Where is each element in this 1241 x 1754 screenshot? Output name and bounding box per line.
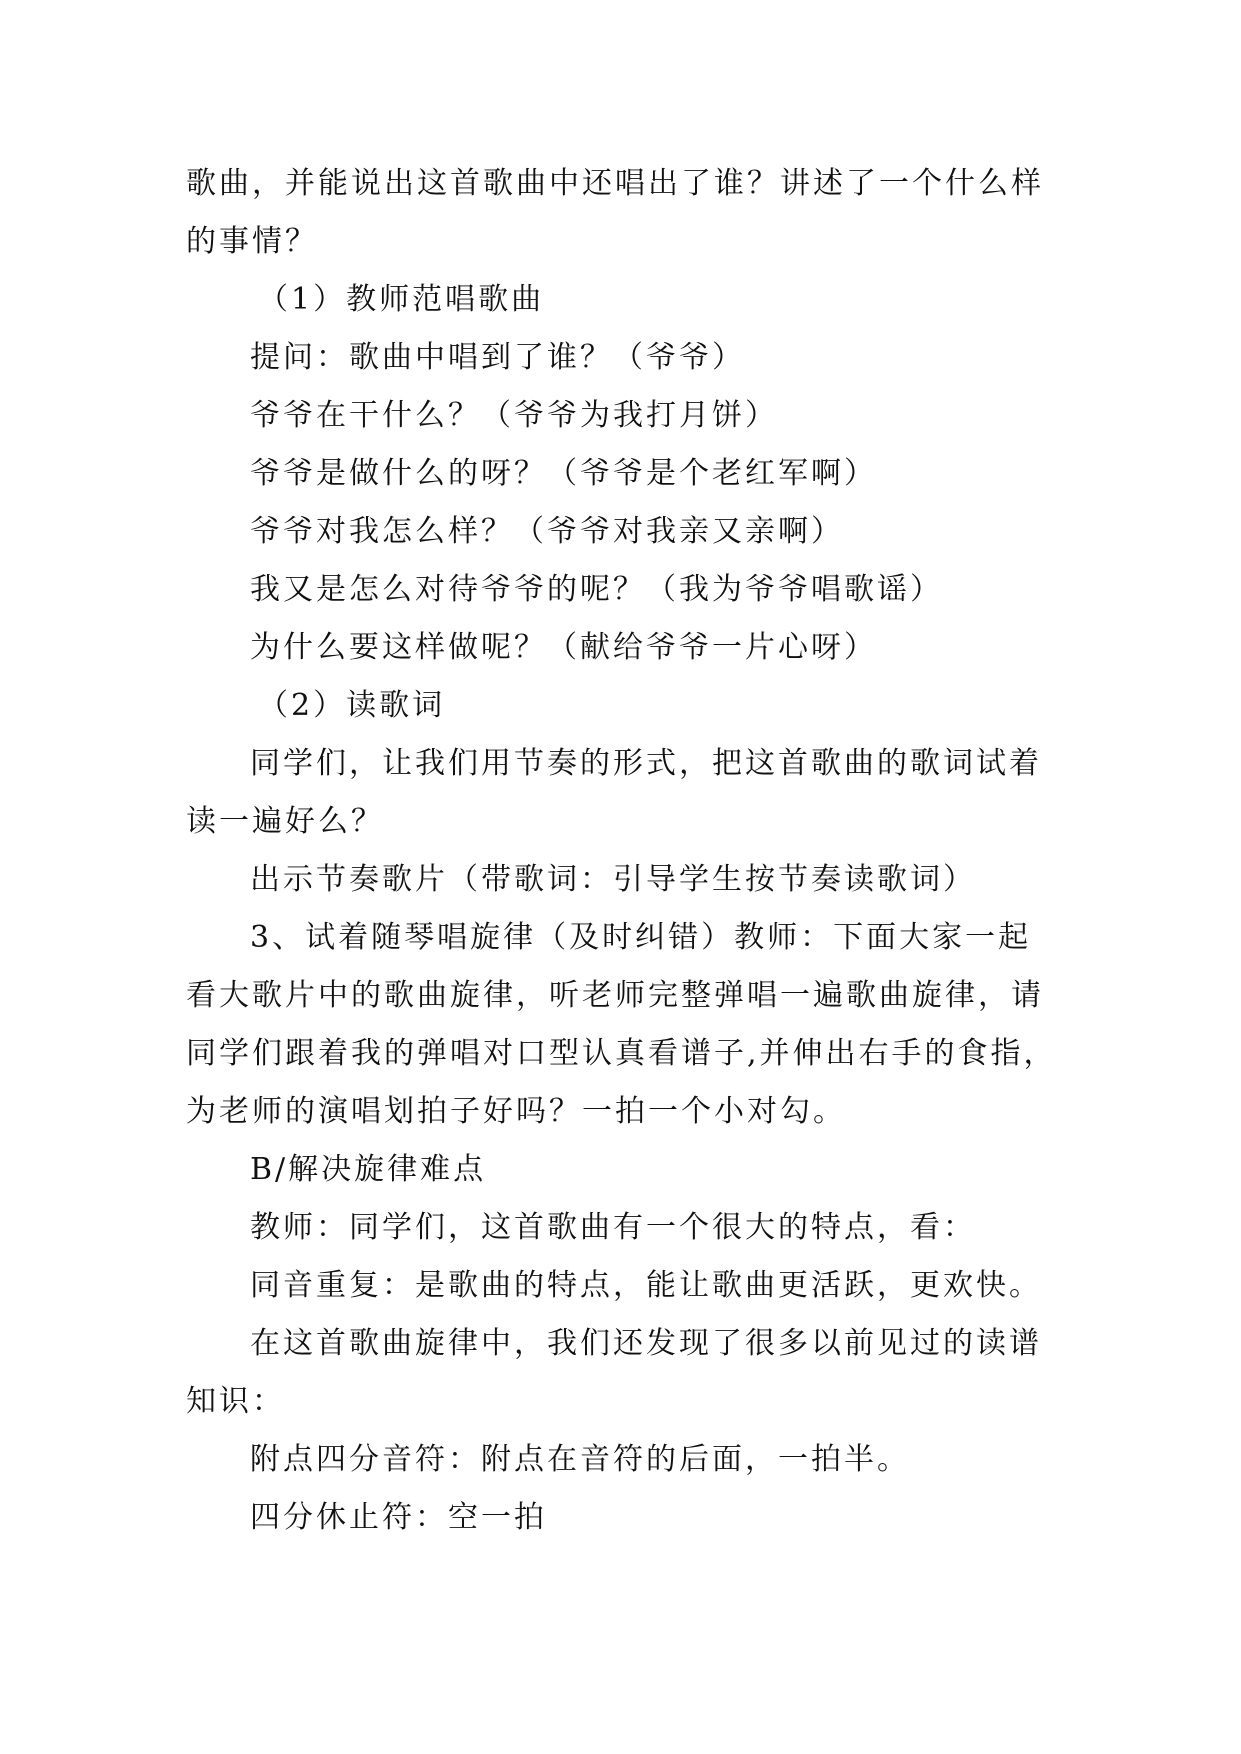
- text-line: 同学们，让我们用节奏的形式，把这首歌曲的歌词试着: [250, 746, 1042, 781]
- paragraph: [186, 1257, 1066, 1315]
- paragraph: [186, 851, 1066, 909]
- paragraph: [186, 329, 1066, 387]
- paragraph: [186, 677, 1066, 735]
- text-line: 知识：: [186, 1384, 285, 1419]
- paragraph: [186, 1489, 1066, 1547]
- text-line: 歌曲，并能说出这首歌曲中还唱出了谁？讲述了一个什么样: [186, 166, 1044, 201]
- text-line: 爷爷对我怎么样？（爷爷对我亲又亲啊）: [250, 514, 844, 549]
- paragraph: [186, 387, 1066, 445]
- text-line: 我又是怎么对待爷爷的呢？（我为爷爷唱歌谣）: [250, 572, 943, 607]
- paragraph: [186, 735, 1066, 851]
- paragraph: [186, 909, 1066, 1141]
- text-line: 四分休止符：空一拍: [250, 1500, 547, 1535]
- text-line: 为老师的演唱划拍子好吗？一拍一个小对勾。: [186, 1094, 846, 1129]
- text-line: 爷爷在干什么？（爷爷为我打月饼）: [250, 398, 778, 433]
- text-line: 提问：歌曲中唱到了谁？（爷爷）: [250, 340, 745, 375]
- text-line: 3、试着随琴唱旋律（及时纠错）教师：下面大家一起: [250, 920, 1032, 955]
- document-body: [186, 155, 1066, 1547]
- text-line: B/解决旋律难点: [250, 1152, 487, 1187]
- text-line: 在这首歌曲旋律中，我们还发现了很多以前见过的读谱: [250, 1326, 1042, 1361]
- text-line: 看大歌片中的歌曲旋律，听老师完整弹唱一遍歌曲旋律，请: [186, 978, 1044, 1013]
- text-line: 教师：同学们，这首歌曲有一个很大的特点，看：: [250, 1210, 976, 1245]
- paragraph: [186, 1315, 1066, 1431]
- paragraph: [186, 445, 1066, 503]
- text-line: 附点四分音符：附点在音符的后面，一拍半。: [250, 1442, 910, 1477]
- paragraph: [186, 561, 1066, 619]
- text-line: 的事情？: [186, 224, 318, 259]
- paragraph: [186, 619, 1066, 677]
- text-line: 同音重复：是歌曲的特点，能让歌曲更活跃，更欢快。: [250, 1268, 1042, 1303]
- paragraph: [186, 1431, 1066, 1489]
- text-line: 读一遍好么？: [186, 804, 384, 839]
- paragraph: [186, 503, 1066, 561]
- text-line: 出示节奏歌片（带歌词：引导学生按节奏读歌词）: [250, 862, 976, 897]
- paragraph: [186, 271, 1066, 329]
- paragraph: [186, 1141, 1066, 1199]
- paragraph: [186, 155, 1066, 271]
- paragraph: [186, 1199, 1066, 1257]
- text-line: 同学们跟着我的弹唱对口型认真看谱子,并伸出右手的食指，: [186, 1036, 1057, 1071]
- text-line: （2）读歌词: [258, 688, 446, 723]
- text-line: 爷爷是做什么的呀？（爷爷是个老红军啊）: [250, 456, 877, 491]
- text-line: 为什么要这样做呢？（献给爷爷一片心呀）: [250, 630, 877, 665]
- text-line: （1）教师范唱歌曲: [258, 282, 545, 317]
